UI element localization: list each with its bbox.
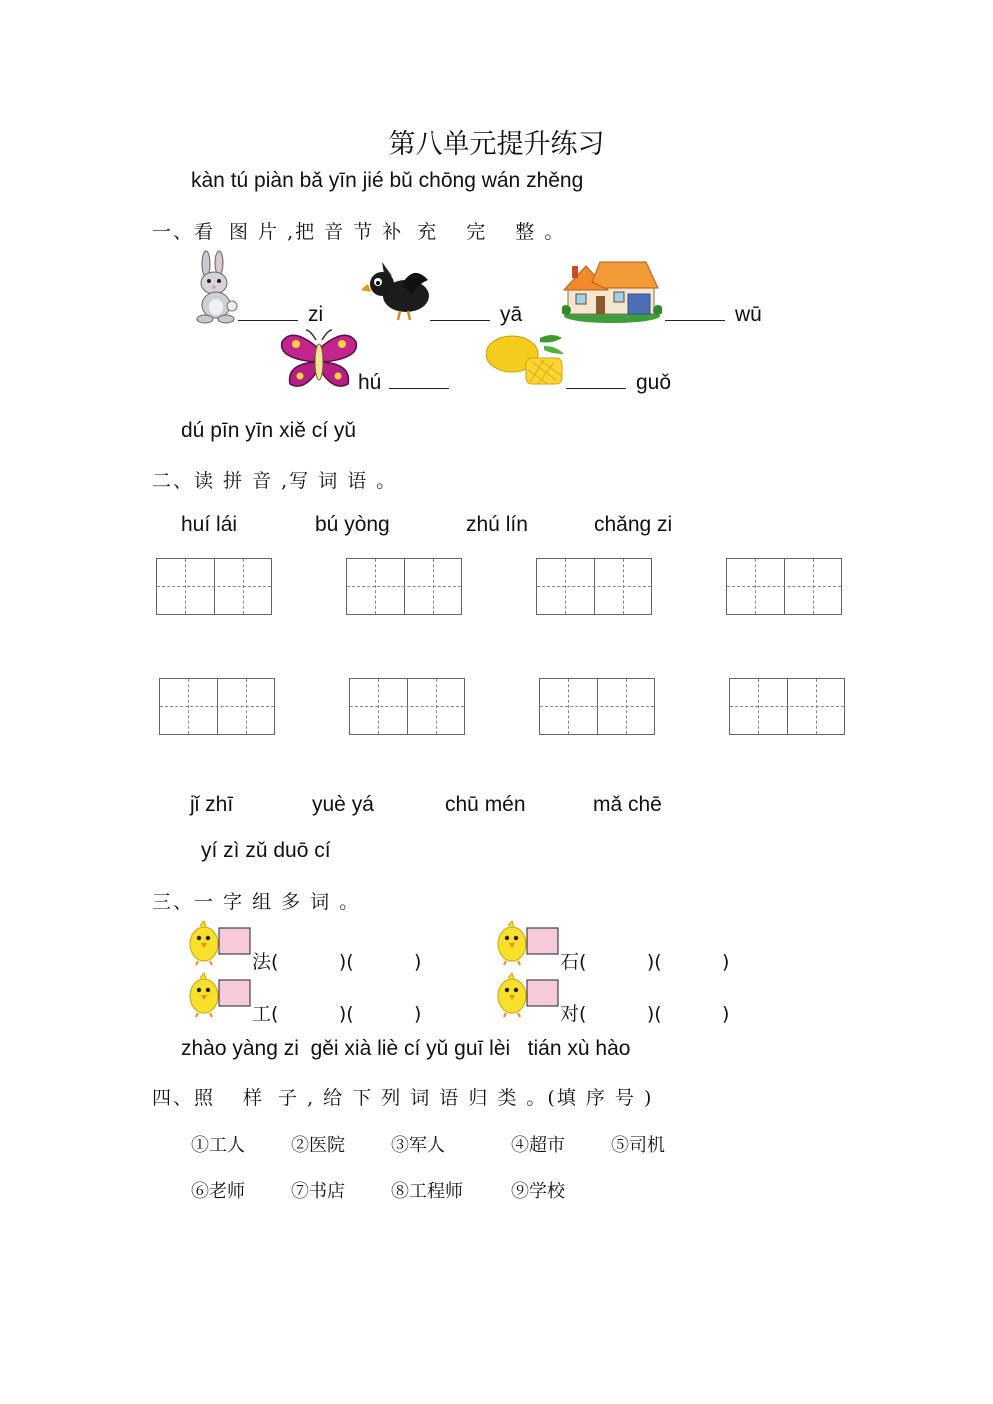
rabbit-icon	[192, 250, 240, 326]
item-house: wū	[665, 303, 762, 327]
mango-icon	[486, 332, 568, 390]
answer-blank[interactable]	[430, 319, 490, 321]
pinyin-prompt: chū mén	[445, 793, 526, 816]
chick-icon	[496, 920, 560, 966]
item-butterfly: hú	[358, 371, 449, 395]
item-crow: yā	[430, 303, 522, 327]
section1-pinyin-heading: kàn tú piàn bǎ yīn jié bǔ chōng wán zhěng	[191, 169, 584, 192]
answer-blank[interactable]	[389, 387, 449, 389]
house-icon	[562, 258, 662, 324]
section4-pinyin-heading: zhào yàng zi gěi xià liè cí yǔ guī lèi tián xù hào	[181, 1037, 631, 1060]
writing-grid[interactable]	[346, 558, 462, 615]
section4-heading: 四、照 样 子 , 给 下 列 词 语 归 类 。(填 序 号 )	[152, 1087, 654, 1109]
compound-item: 工( )( )	[252, 1003, 422, 1025]
item-rabbit: zi	[238, 303, 323, 327]
answer-blank[interactable]	[665, 319, 725, 321]
section3-pinyin-heading: yí zì zǔ duō cí	[201, 839, 331, 862]
section2-pinyin-heading: dú pīn yīn xiě cí yǔ	[181, 419, 357, 442]
answer-blank[interactable]	[238, 319, 298, 321]
compound-item: 法( )( )	[252, 951, 422, 973]
option-item: ①工人	[191, 1135, 245, 1156]
section2-heading: 二、读 拼 音 ,写 词 语 。	[152, 470, 398, 492]
section3-heading: 三、一 字 组 多 词 。	[152, 891, 361, 913]
writing-grid[interactable]	[536, 558, 652, 615]
pinyin-prompt: jǐ zhī	[190, 793, 234, 816]
option-item: ⑨学校	[511, 1181, 565, 1202]
option-item: ⑥老师	[191, 1181, 245, 1202]
option-item: ⑦书店	[291, 1181, 345, 1202]
writing-grid[interactable]	[349, 678, 465, 735]
answer-blank[interactable]	[566, 387, 626, 389]
writing-grid[interactable]	[539, 678, 655, 735]
option-item: ④超市	[511, 1135, 565, 1156]
chick-icon	[188, 920, 252, 966]
pinyin-prompt: huí lái	[181, 513, 238, 536]
writing-grid[interactable]	[726, 558, 842, 615]
option-item: ②医院	[291, 1135, 345, 1156]
section1-heading: 一、看 图 片 ,把 音 节 补 充 完 整 。	[152, 221, 566, 243]
chick-icon	[188, 972, 252, 1018]
option-item: ⑤司机	[611, 1135, 665, 1156]
pinyin-prompt: mǎ chē	[593, 793, 662, 816]
pinyin-prompt: chǎng zi	[594, 513, 673, 536]
pinyin-prompt: bú yòng	[315, 513, 390, 536]
writing-grid[interactable]	[156, 558, 272, 615]
page-title: 第八单元提升练习	[388, 129, 605, 160]
writing-grid[interactable]	[729, 678, 845, 735]
butterfly-icon	[278, 328, 360, 392]
pinyin-prompt: yuè yá	[312, 793, 374, 816]
compound-item: 石( )( )	[560, 951, 730, 973]
option-item: ⑧工程师	[391, 1181, 463, 1202]
item-mango: guǒ	[566, 371, 671, 395]
compound-item: 对( )( )	[560, 1003, 730, 1025]
chick-icon	[496, 972, 560, 1018]
crow-icon	[362, 254, 432, 322]
option-item: ③军人	[391, 1135, 445, 1156]
pinyin-prompt: zhú lín	[466, 513, 528, 536]
writing-grid[interactable]	[159, 678, 275, 735]
